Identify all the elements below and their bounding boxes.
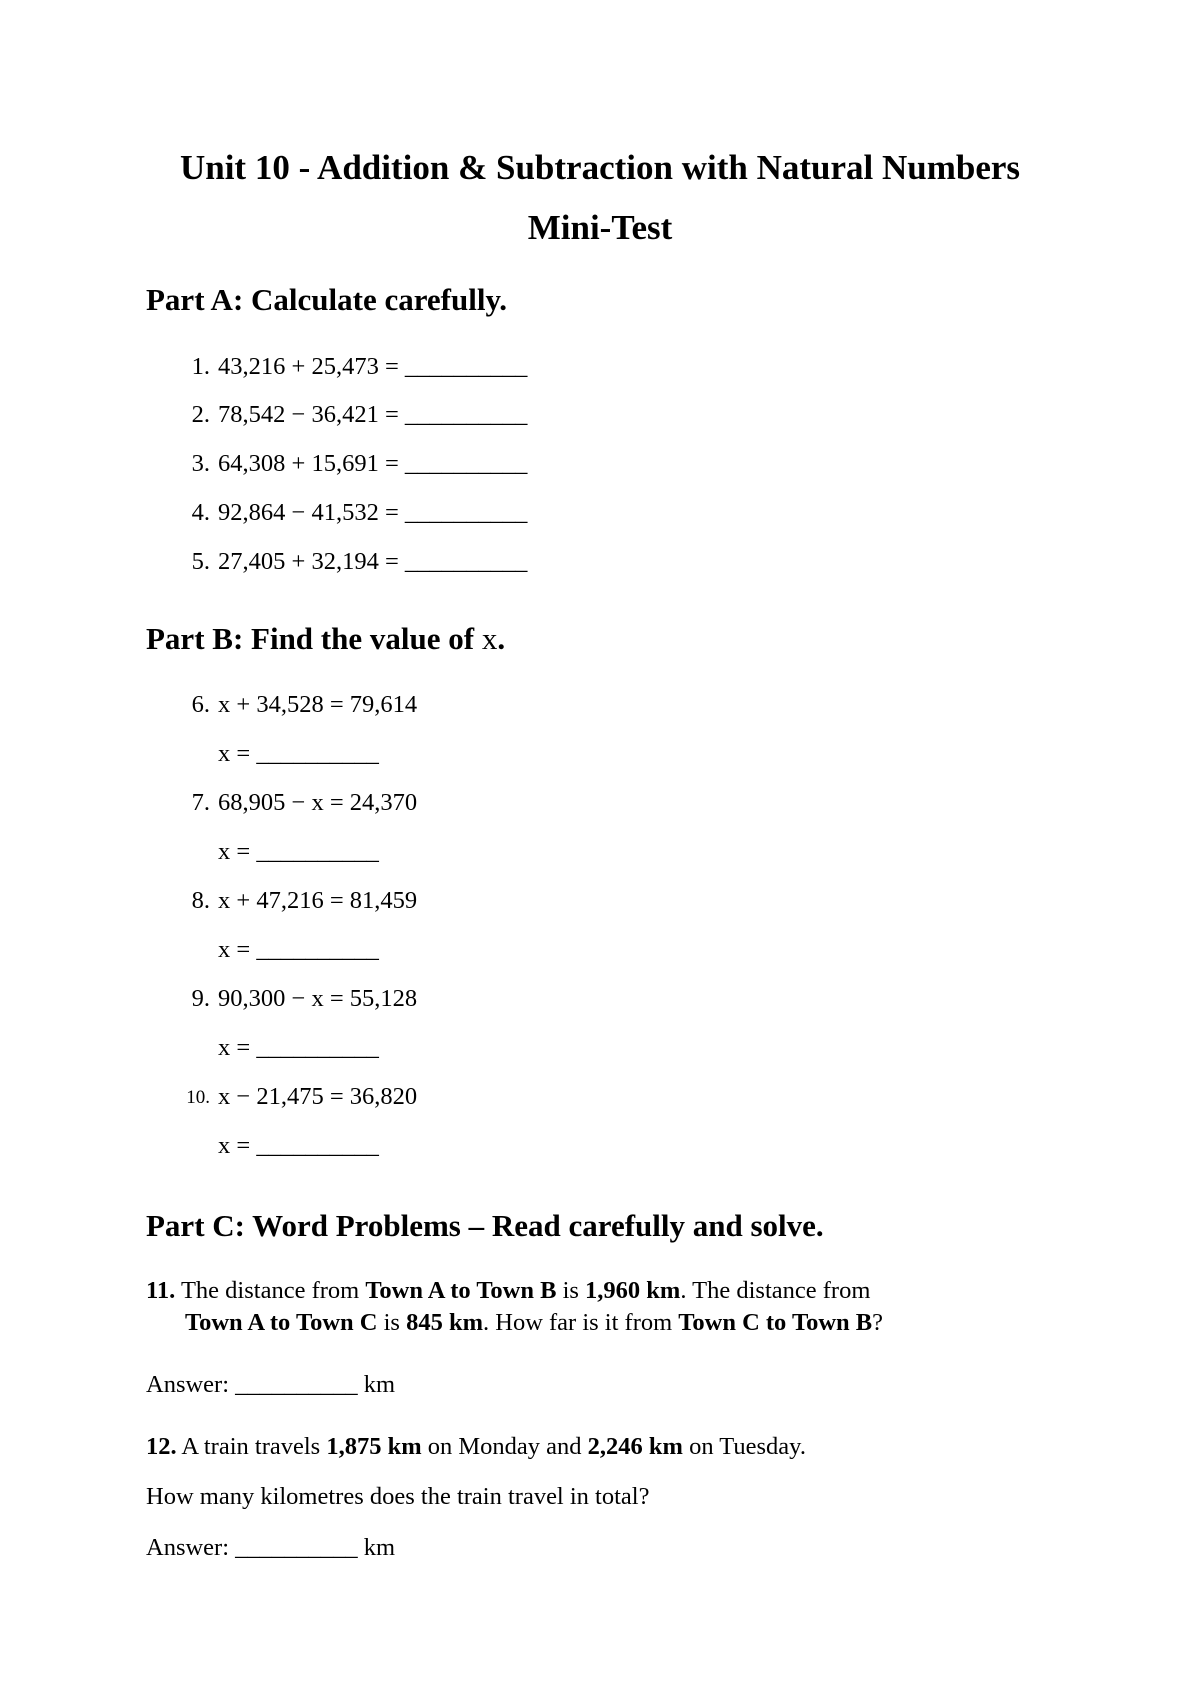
bold-text: 2,246 km: [587, 1433, 683, 1460]
equation-9: 90,300 − x = 55,128: [218, 985, 418, 1012]
variable-x: x: [481, 621, 498, 656]
text: on Tuesday.: [682, 1433, 806, 1460]
text: A train travels: [176, 1433, 327, 1460]
equation-10: x − 21,475 = 36,820: [218, 1083, 418, 1110]
bold-text: Town A to Town C: [185, 1309, 378, 1336]
item-number: 4.: [191, 499, 210, 526]
text: is: [556, 1277, 586, 1304]
item-number: 8.: [191, 887, 210, 914]
equation-8: x + 47,216 = 81,459: [218, 887, 418, 914]
part-b-heading: [146, 621, 505, 657]
text: The distance from: [175, 1277, 366, 1304]
question-11-line-1: [146, 1276, 870, 1306]
part-a-heading: Part A: Calculate carefully.: [146, 282, 508, 317]
answer-line-8: x = __________: [218, 936, 379, 963]
question-number: 12.: [146, 1433, 177, 1460]
part-b-heading-text: Part B: Find the value of: [146, 621, 482, 656]
answer-line-6: x = __________: [218, 740, 379, 767]
item-number: 7.: [191, 789, 210, 816]
answer-line-10: x = __________: [218, 1132, 379, 1159]
equation-6: x + 34,528 = 79,614: [218, 691, 418, 718]
item-number: 9.: [191, 985, 210, 1012]
item-number: 1.: [191, 353, 210, 380]
question-12-line-1: [146, 1432, 806, 1462]
bold-text: Town C to Town B: [678, 1309, 873, 1336]
text: on Monday and: [421, 1433, 588, 1460]
calculation-4: 92,864 − 41,532 = __________: [218, 499, 528, 526]
answer-line-9: x = __________: [218, 1034, 379, 1061]
equation-7: 68,905 − x = 24,370: [218, 789, 418, 816]
part-b-heading-period: .: [497, 621, 506, 656]
item-number: 3.: [191, 450, 210, 477]
item-number: 6.: [191, 691, 210, 718]
page-subtitle: Mini-Test: [527, 208, 673, 247]
text: is: [377, 1309, 407, 1336]
part-c-heading: Part C: Word Problems – Read carefully and solve.: [146, 1208, 824, 1243]
text: . How far is it from: [483, 1309, 679, 1336]
bold-text: 1,960 km: [585, 1277, 681, 1304]
bold-text: 1,875 km: [326, 1433, 422, 1460]
calculation-5: 27,405 + 32,194 = __________: [218, 548, 528, 575]
question-number: 11.: [146, 1277, 176, 1304]
text: ?: [872, 1309, 883, 1336]
item-number: 5.: [191, 548, 210, 575]
calculation-2: 78,542 − 36,421 = __________: [218, 401, 528, 428]
answer-line-7: x = __________: [218, 838, 379, 865]
bold-text: Town A to Town B: [365, 1277, 557, 1304]
item-number: 10.: [186, 1087, 210, 1108]
text: . The distance from: [680, 1277, 871, 1304]
question-12-line-2: How many kilometres does the train travel in total?: [146, 1483, 650, 1510]
page-title: Unit 10 - Addition & Subtraction with Natural Numbers: [179, 148, 1021, 187]
bold-text: 845 km: [406, 1309, 483, 1336]
answer-line-12: Answer: __________ km: [146, 1534, 396, 1561]
calculation-1: 43,216 + 25,473 = __________: [218, 353, 528, 380]
calculation-3: 64,308 + 15,691 = __________: [218, 450, 528, 477]
question-11-line-2: [185, 1308, 883, 1338]
answer-line-11: Answer: __________ km: [146, 1371, 396, 1398]
item-number: 2.: [191, 401, 210, 428]
